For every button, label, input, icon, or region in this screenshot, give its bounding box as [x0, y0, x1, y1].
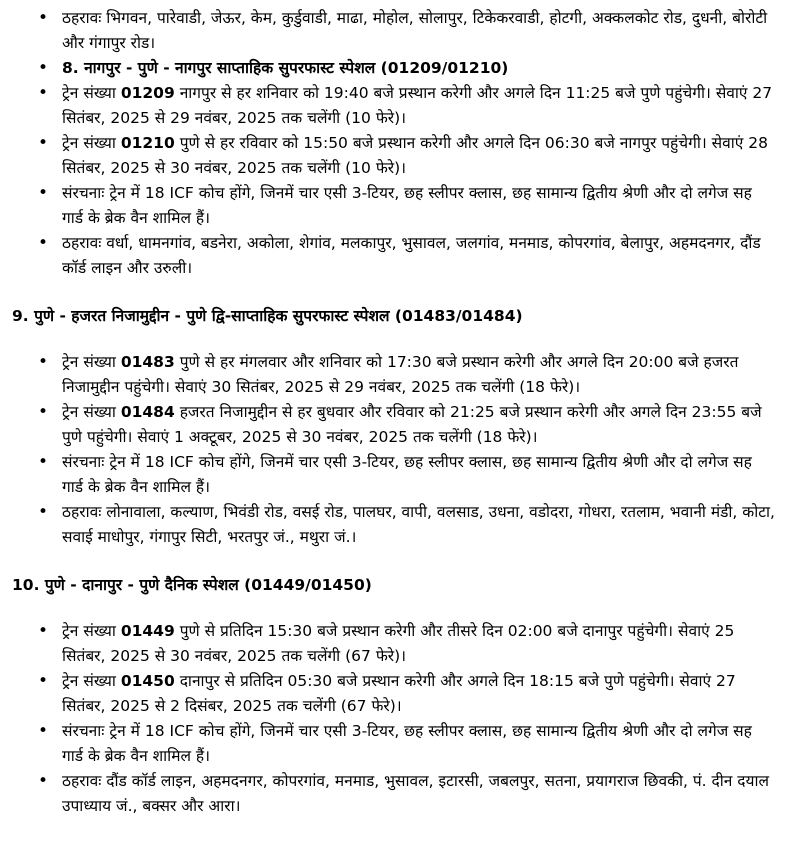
list-item-train-01450: • ट्रेन संख्या 01450 दानापुर से प्रतिदिन 05:30 बजे प्रस्थान करेगी और अगले दिन 18:15 बजे पुणे पहुंचेगी। सेवाएं 27 सितंबर, 2025 से 2 दिसंबर, 2025 तक चलेंगी (67 फेरे)।	[12, 669, 777, 719]
list-item-train-01449: • ट्रेन संख्या 01449 पुणे से प्रतिदिन 15:30 बजे प्रस्थान करेगी और तीसरे दिन 02:00 बजे दानापुर पहुंचेगी। सेवाएं 25 सितंबर, 2025 से 30 नवंबर, 2025 तक चलेंगी (67 फेरे)।	[12, 619, 777, 669]
list-item-stops-prev: • ठहरावः भिगवन, पारेवाडी, जेऊर, केम, कुर्डुवाडी, माढा, मोहोल, सोलापुर, टिकेकरवाडी, होटगी, अक्कलकोट रोड, दुधनी, बोरोटी और गंगापुर रोड।	[12, 6, 777, 56]
list-item-train-01209: • ट्रेन संख्या 01209 नागपुर से हर शनिवार को 19:40 बजे प्रस्थान करेगी और अगले दिन 11:25 बजे पुणे पहुंचेगी। सेवाएं 27 सितंबर, 2025 से 29 नवंबर, 2025 तक चलेंगी (10 फेरे)।	[12, 81, 777, 131]
section-8-title: • 8. नागपुर - पुणे - नागपुर साप्ताहिक सुपरफास्ट स्पेशल (01209/01210)	[12, 56, 777, 81]
section-9-list	[12, 350, 777, 550]
section-10-heading: 10. पुणे - दानापुर - पुणे दैनिक स्पेशल (01449/01450)	[12, 576, 372, 594]
list-item-train-01484: • ट्रेन संख्या 01484 हजरत निजामुद्दीन से हर बुधवार और रविवार को 21:25 बजे प्रस्थान करेगी और अगले दिन 23:55 बजे पुणे पहुंचेगी। सेवाएं 1 अक्टूबर, 2025 से 30 नवंबर, 2025 तक चलेंगी (18 फेरे)।	[12, 400, 777, 450]
list-item-stops: • ठहरावः लोनावाला, कल्याण, भिवंडी रोड, वसई रोड, पालघर, वापी, वलसाड, उधना, वडोदरा, गोधरा, रतलाम, भवानी मंडी, कोटा, सवाई माधोपुर, गंगापुर सिटी, भरतपुर जं., मथुरा जं.।	[12, 500, 777, 550]
list-item-train-01210: • ट्रेन संख्या 01210 पुणे से हर रविवार को 15:50 बजे प्रस्थान करेगी और अगले दिन 06:30 बजे नागपुर पहुंचेगी। सेवाएं 28 सितंबर, 2025 से 30 नवंबर, 2025 तक चलेंगी (10 फेरे)।	[12, 131, 777, 181]
list-item-composition: • संरचनाः ट्रेन में 18 ICF कोच होंगे, जिनमें चार एसी 3-टियर, छह स्लीपर क्लास, छह सामान्य द्वितीय श्रेणी और दो लगेज सह गार्ड के ब्रेक वैन शामिल हैं।	[12, 719, 777, 769]
list-item-composition: • संरचनाः ट्रेन में 18 ICF कोच होंगे, जिनमें चार एसी 3-टियर, छह स्लीपर क्लास, छह सामान्य द्वितीय श्रेणी और दो लगेज सह गार्ड के ब्रेक वैन शामिल हैं।	[12, 450, 777, 500]
list-item-composition: • संरचनाः ट्रेन में 18 ICF कोच होंगे, जिनमें चार एसी 3-टियर, छह स्लीपर क्लास, छह सामान्य द्वितीय श्रेणी और दो लगेज सह गार्ड के ब्रेक वैन शामिल हैं।	[12, 181, 777, 231]
list-item-stops: • ठहरावः वर्धा, धामनगांव, बडनेरा, अकोला, शेगांव, मलकापुर, भुसावल, जलगांव, मनमाड, कोपरगांव, बेलापुर, अहमदनगर, दौंड कॉर्ड लाइन और उरुली।	[12, 231, 777, 281]
section-8-list	[12, 6, 777, 281]
list-item-train-01483: • ट्रेन संख्या 01483 पुणे से हर मंगलवार और शनिवार को 17:30 बजे प्रस्थान करेगी और अगले दिन 20:00 बजे हजरत निजामुद्दीन पहुंचेगी। सेवाएं 30 सितंबर, 2025 से 29 नवंबर, 2025 तक चलेंगी (18 फेरे)।	[12, 350, 777, 400]
section-10-list	[12, 619, 777, 819]
section-9-heading: 9. पुणे - हजरत निजामुद्दीन - पुणे द्वि-साप्ताहिक सुपरफास्ट स्पेशल (01483/01484)	[12, 307, 523, 325]
list-item-stops: • ठहरावः दौंड कॉर्ड लाइन, अहमदनगर, कोपरगांव, मनमाड, भुसावल, इटारसी, जबलपुर, सतना, प्रयागराज छिवकी, पं. दीन दयाल उपाध्याय जं., बक्सर और आरा।	[12, 769, 777, 819]
